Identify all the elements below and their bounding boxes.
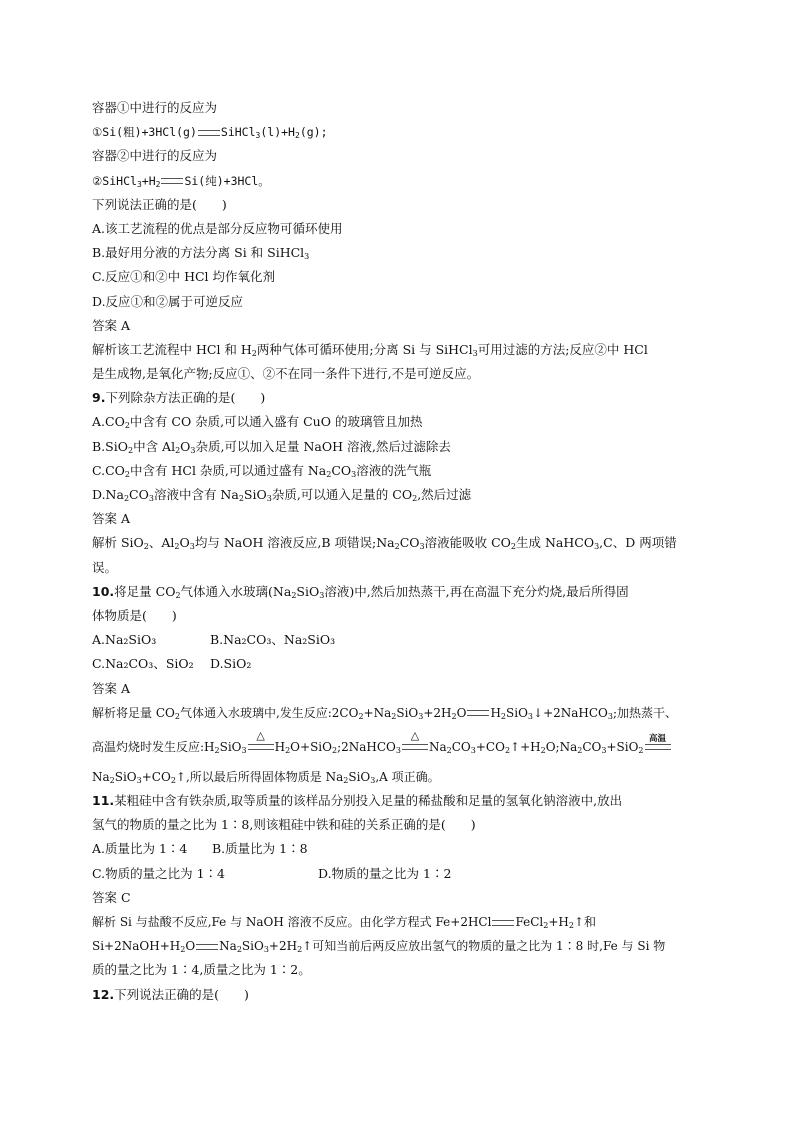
text: 中含有 CO 杂质,可以通入盛有 CuO 的玻璃管且加热 bbox=[129, 414, 423, 430]
text: ②SiHCl bbox=[92, 173, 137, 188]
subscript: 2 bbox=[174, 711, 180, 721]
text: CO bbox=[451, 739, 471, 754]
option-d bbox=[92, 483, 712, 507]
document-page bbox=[92, 96, 712, 1007]
condition-label: 高温 bbox=[649, 734, 667, 745]
subscript: 2 bbox=[124, 469, 130, 479]
text: SiO bbox=[114, 769, 137, 784]
text: ;加热蒸干、 bbox=[613, 705, 678, 720]
subscript: 2 bbox=[446, 745, 452, 755]
subscript: 2 bbox=[124, 421, 130, 431]
option-a: A.Na₂SiO₃ bbox=[92, 632, 157, 648]
text: ,C、D 两项错 bbox=[599, 535, 677, 551]
subscript: 3 bbox=[419, 542, 425, 552]
subscript: 3 bbox=[304, 252, 310, 262]
text: SiO bbox=[506, 705, 528, 720]
explanation-line bbox=[92, 725, 712, 765]
subscript: 2 bbox=[540, 745, 546, 755]
subscript: 2 bbox=[500, 711, 507, 721]
subscript: 2 bbox=[127, 445, 134, 455]
subscript: 2 bbox=[285, 745, 291, 755]
subscript: 2 bbox=[175, 445, 181, 455]
explanation-line bbox=[92, 556, 712, 580]
text: +H bbox=[141, 173, 156, 188]
text: H bbox=[274, 739, 286, 754]
subscript: 2 bbox=[412, 494, 418, 503]
text: 解析 Si 与盐酸不反应,Fe 与 NaOH 溶液不反应。由化学方程式 Fe+2HCl bbox=[92, 915, 492, 929]
text: Si+2NaOH+H bbox=[92, 939, 181, 954]
explanation-line bbox=[92, 958, 712, 982]
options-row bbox=[92, 652, 712, 676]
text: 均与 NaOH 溶液反应,B 项错误;Na bbox=[194, 535, 395, 551]
text: O bbox=[185, 939, 196, 954]
equation-line bbox=[92, 120, 712, 144]
heat-condition-sign bbox=[402, 729, 428, 750]
option-b bbox=[92, 241, 712, 265]
text-line bbox=[92, 604, 712, 628]
subscript: 3 bbox=[136, 775, 142, 785]
text: 中含有 HCl 杂质,可以通过盛有 Na bbox=[130, 462, 327, 478]
text: A.该工艺流程的优点是部分反应物可循环使用 bbox=[92, 220, 343, 236]
question-12 bbox=[92, 983, 712, 1007]
text: +Na bbox=[363, 705, 392, 720]
subscript: 2 bbox=[394, 542, 400, 552]
option-c: C.Na₂CO₃、SiO₂ bbox=[92, 656, 194, 672]
text: ①Si(粗)+3HCl(g) bbox=[92, 125, 197, 140]
explanation-line bbox=[92, 934, 712, 958]
text: 体物质是( ) bbox=[92, 607, 177, 623]
text: 答案 A bbox=[92, 511, 131, 527]
subscript: 2 bbox=[291, 590, 297, 600]
text: 容器①中进行的反应为 bbox=[92, 100, 218, 115]
text: 答案 A bbox=[92, 680, 131, 696]
subscript: 2 bbox=[391, 711, 397, 721]
explanation-line bbox=[92, 701, 712, 725]
subscript: 2 bbox=[331, 745, 338, 755]
option-b bbox=[92, 435, 712, 459]
text: ;2NaHCO bbox=[337, 739, 396, 754]
text: ↑,所以最后所得固体物质是 Na bbox=[175, 769, 344, 784]
text: 某粗硅中含有铁杂质,取等质量的该样品分别投入足量的稀盐酸和足量的氢氧化钠溶液中,放出 bbox=[114, 793, 623, 809]
text: SiO bbox=[348, 769, 371, 784]
text: 溶液)中,然后加热蒸干,再在高温下充分灼烧,最后所得固 bbox=[324, 583, 629, 599]
text: 容器②中进行的反应为 bbox=[92, 148, 218, 164]
text: 下列除杂方法正确的是( ) bbox=[105, 390, 266, 406]
text: D.Na bbox=[92, 487, 124, 502]
text: 答案 A bbox=[92, 317, 131, 333]
text: O bbox=[180, 438, 191, 454]
text: +SiO bbox=[606, 739, 639, 754]
text: 杂质,可以通入足量的 CO bbox=[271, 487, 413, 502]
text: +CO bbox=[141, 769, 171, 784]
subscript: 2 bbox=[238, 494, 244, 503]
subscript: 3 bbox=[472, 348, 478, 358]
text: +CO bbox=[475, 739, 505, 754]
text: SiO bbox=[396, 705, 419, 720]
text: 可用过滤的方法;反应②中 HCl bbox=[477, 341, 648, 357]
text: 两种气体可循环使用;分离 Si 与 SiHCl bbox=[256, 341, 473, 357]
subscript: 3 bbox=[148, 494, 154, 503]
text: CO bbox=[129, 487, 149, 502]
subscript: 2 bbox=[510, 542, 516, 552]
subscript: 3 bbox=[418, 711, 424, 721]
subscript: 2 bbox=[251, 348, 257, 358]
options-row bbox=[92, 862, 712, 886]
text: 溶液的洗气瓶 bbox=[356, 462, 432, 478]
equation-line bbox=[92, 169, 712, 193]
text: ,A 项正确。 bbox=[375, 769, 440, 784]
text: Na bbox=[428, 739, 447, 754]
option-a bbox=[92, 217, 712, 241]
text: 是生成物,是氧化产物;反应①、②不在同一条件下进行,不是可逆反应。 bbox=[92, 366, 480, 382]
option-b: B.质量比为 1∶8 bbox=[212, 841, 308, 857]
subscript: 3 bbox=[266, 494, 272, 503]
option-d: D.物质的量之比为 1∶2 bbox=[318, 865, 452, 881]
text: 将足量 CO bbox=[114, 583, 176, 599]
text: (l)+H bbox=[260, 125, 295, 140]
option-d bbox=[92, 290, 712, 314]
explanation-line bbox=[92, 765, 712, 789]
text: 氢气的物质的量之比为 1∶8,则该粗硅中铁和硅的关系正确的是( ) bbox=[92, 817, 476, 833]
subscript: 3 bbox=[607, 711, 613, 721]
equals-sign bbox=[196, 944, 218, 950]
text: 、Al bbox=[148, 535, 175, 551]
text: 溶液能吸收 CO bbox=[424, 535, 511, 551]
subscript: 3 bbox=[255, 131, 261, 141]
text: B.SiO bbox=[92, 438, 128, 454]
options-row bbox=[92, 628, 712, 652]
question-11 bbox=[92, 789, 712, 813]
subscript: 2 bbox=[180, 945, 186, 955]
text-line bbox=[92, 813, 712, 837]
subscript: 2 bbox=[343, 775, 349, 785]
subscript: 3 bbox=[594, 542, 600, 552]
text: ↑+H bbox=[510, 739, 541, 754]
text: ,然后过滤 bbox=[417, 487, 472, 502]
subscript: 2 bbox=[170, 775, 176, 785]
subscript: 2 bbox=[175, 590, 181, 600]
text: +2H bbox=[423, 705, 452, 720]
text: ↓+2NaHCO bbox=[533, 705, 608, 720]
text: +2H bbox=[268, 939, 298, 954]
subscript: 3 bbox=[601, 745, 607, 755]
text: 杂质,可以加入足量 NaOH 溶液,然后过滤除去 bbox=[195, 438, 451, 454]
option-c: C.物质的量之比为 1∶4 bbox=[92, 865, 225, 881]
option-c bbox=[92, 459, 712, 483]
answer bbox=[92, 677, 712, 701]
subscript: 3 bbox=[470, 745, 476, 755]
text: Na bbox=[92, 769, 110, 784]
text: FeCl bbox=[515, 915, 544, 929]
text: Na bbox=[219, 939, 237, 954]
text: O bbox=[179, 535, 190, 551]
equals-sign bbox=[467, 710, 489, 716]
text: Si(纯)+3HCl。 bbox=[184, 173, 270, 188]
subscript: 2 bbox=[109, 775, 115, 785]
text: O bbox=[456, 705, 467, 720]
option-d: D.SiO₂ bbox=[210, 656, 252, 672]
subscript: 2 bbox=[504, 745, 511, 755]
delta-icon: △ bbox=[256, 729, 265, 743]
explanation-line bbox=[92, 362, 712, 386]
options-row bbox=[92, 837, 712, 861]
text: 解析该工艺流程中 HCl 和 H bbox=[92, 341, 252, 357]
equals-sign bbox=[161, 178, 183, 184]
answer bbox=[92, 507, 712, 531]
text: 高温灼烧时发生反应:H bbox=[92, 739, 215, 754]
question-number: 10. bbox=[92, 583, 115, 599]
subscript: 2 bbox=[543, 921, 549, 930]
text: 溶液中含有 Na bbox=[153, 487, 239, 502]
text: 解析 SiO bbox=[92, 535, 144, 551]
question-number: 9. bbox=[92, 390, 106, 406]
text: 下列说法正确的是( ) bbox=[92, 196, 227, 212]
subscript: 2 bbox=[451, 711, 457, 721]
text: 气体通入水玻璃(Na bbox=[180, 583, 292, 599]
text: C.反应①和②中 HCl 均作氧化剂 bbox=[92, 269, 276, 285]
subscript: 3 bbox=[263, 945, 269, 955]
option-a: A.质量比为 1∶4 bbox=[92, 841, 188, 857]
question-stem bbox=[92, 193, 712, 217]
text: 误。 bbox=[92, 559, 118, 575]
text: CO bbox=[582, 739, 602, 754]
text: (g); bbox=[299, 125, 328, 140]
heat-condition-sign bbox=[248, 729, 274, 750]
text: O;Na bbox=[545, 739, 578, 754]
text: O+SiO bbox=[290, 739, 332, 754]
subscript: 2 bbox=[155, 179, 161, 189]
equals-sign bbox=[492, 920, 514, 926]
text: 答案 C bbox=[92, 889, 131, 905]
subscript: 3 bbox=[370, 775, 376, 785]
subscript: 2 bbox=[297, 945, 303, 955]
subscript: 2 bbox=[123, 494, 130, 503]
text: SiO bbox=[219, 739, 242, 754]
subscript: 3 bbox=[319, 590, 325, 600]
question-10 bbox=[92, 580, 712, 604]
explanation-line bbox=[92, 910, 712, 934]
answer bbox=[92, 314, 712, 338]
text: 质的量之比为 1∶4,质量之比为 1∶2。 bbox=[92, 962, 311, 978]
option-a bbox=[92, 410, 712, 434]
text: 中含 Al bbox=[133, 438, 176, 454]
subscript: 3 bbox=[241, 745, 247, 755]
subscript: 2 bbox=[236, 945, 242, 955]
text-line bbox=[92, 96, 712, 120]
subscript: 2 bbox=[174, 542, 180, 552]
subscript: 3 bbox=[395, 745, 401, 755]
text: SiHCl bbox=[220, 125, 256, 140]
text: B.最好用分液的方法分离 Si 和 SiHCl bbox=[92, 245, 305, 261]
subscript: 2 bbox=[638, 745, 644, 755]
question-number: 11. bbox=[92, 793, 115, 809]
text: 生成 NaHCO bbox=[515, 535, 595, 551]
subscript: 2 bbox=[294, 131, 300, 141]
explanation-line bbox=[92, 338, 712, 362]
delta-icon: △ bbox=[410, 729, 420, 743]
text: ↑可知当前后两反应放出氢气的物质的量之比为 1∶8 时,Fe 与 Si 物 bbox=[302, 939, 666, 954]
subscript: 2 bbox=[143, 542, 149, 552]
text: H bbox=[490, 705, 501, 720]
question-9 bbox=[92, 386, 712, 410]
subscript: 2 bbox=[326, 469, 332, 479]
subscript: 2 bbox=[568, 921, 574, 930]
subscript: 3 bbox=[189, 542, 195, 552]
subscript: 3 bbox=[351, 469, 357, 479]
text: SiO bbox=[241, 939, 264, 954]
subscript: 3 bbox=[190, 445, 196, 455]
text: SiO bbox=[296, 583, 320, 599]
question-number: 12. bbox=[92, 986, 115, 1002]
text: ↑和 bbox=[573, 915, 597, 929]
text: D.反应①和②属于可逆反应 bbox=[92, 293, 244, 309]
option-c bbox=[92, 265, 712, 289]
equals-sign bbox=[198, 130, 220, 136]
text-line bbox=[92, 144, 712, 168]
subscript: 3 bbox=[136, 179, 142, 189]
text: 气体通入水玻璃中,发生反应:2CO bbox=[179, 705, 359, 720]
high-temperature-sign bbox=[645, 734, 671, 750]
subscript: 3 bbox=[527, 711, 534, 721]
answer bbox=[92, 886, 712, 910]
text: CO bbox=[331, 462, 352, 478]
subscript: 2 bbox=[577, 745, 583, 755]
text: 解析将足量 CO bbox=[92, 705, 175, 720]
explanation-line bbox=[92, 531, 712, 555]
text: C.CO bbox=[92, 462, 125, 478]
subscript: 2 bbox=[214, 745, 220, 755]
text: CO bbox=[399, 535, 420, 551]
option-b: B.Na₂CO₃、Na₂SiO₃ bbox=[210, 632, 336, 648]
text: 下列说法正确的是( ) bbox=[114, 986, 249, 1002]
text: A.CO bbox=[92, 414, 125, 430]
text: SiO bbox=[243, 487, 267, 502]
subscript: 2 bbox=[358, 711, 364, 721]
text: +H bbox=[548, 915, 569, 929]
